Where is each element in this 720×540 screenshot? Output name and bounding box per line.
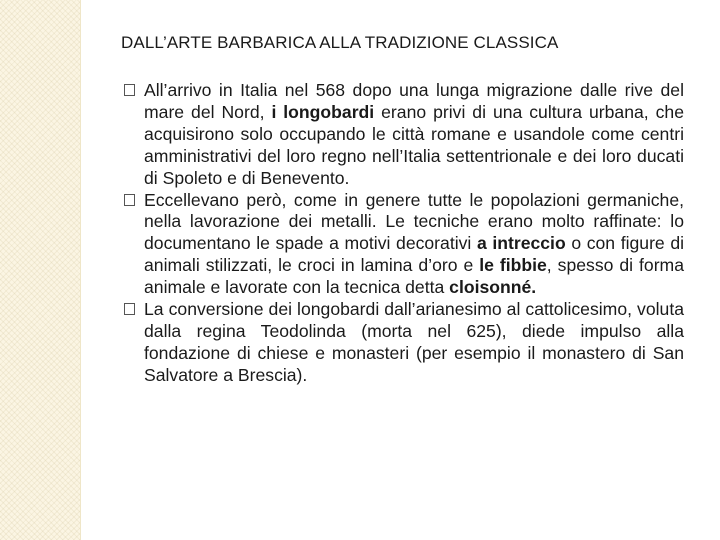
slide-body: [124, 80, 684, 387]
bullet-bold-text: i longobardi: [271, 101, 375, 122]
bullet-text: All’arrivo in Italia nel 568 dopo una lunga migrazione dalle rive del mare del Nord,: [144, 80, 684, 122]
bullet-text: Eccellevano però, come in genere tutte le popolazioni germaniche, nella lavorazione dei metalli. Le tecniche erano molto raffinate: lo documentano le spade a motivi decorativi: [144, 189, 684, 254]
bullet-item: [124, 190, 684, 300]
checkbox-bullet-icon: [124, 194, 135, 206]
bullet-item: [124, 80, 684, 190]
bullet-text: erano privi di una cultura urbana, che acquisirono solo occupando le città romane e usandole come centri amministrativi del loro regno nell’Italia settentrionale e dei loro ducati di Spoleto e di Benevento.: [144, 101, 684, 188]
bullet-text: o con figure di animali stilizzati, le croci in lamina d’oro e: [144, 233, 685, 276]
bullet-bold-text: a intreccio: [476, 233, 566, 254]
bullet-text: , spesso di forma animale e lavorate con la tecnica detta: [144, 255, 684, 298]
bullet-text: La conversione dei longobardi dall’arianesimo al cattolicesimo, voluta dalla regina Teodolinda (morta nel 625), diede impulso alla fondazione di chiese e monasteri (per esempio il monastero di San Salvatore a Brescia).: [144, 299, 684, 385]
slide-title: DALL’ARTE BARBARICA ALLA TRADIZIONE CLASSICA: [121, 33, 559, 52]
bullet-bold-text: le fibbie: [479, 255, 547, 276]
checkbox-bullet-icon: [124, 303, 135, 315]
bullet-bold-text: cloisonné.: [449, 277, 537, 298]
decorative-side-strip: [0, 0, 81, 540]
bullet-item: [124, 299, 684, 387]
checkbox-bullet-icon: [124, 84, 135, 96]
